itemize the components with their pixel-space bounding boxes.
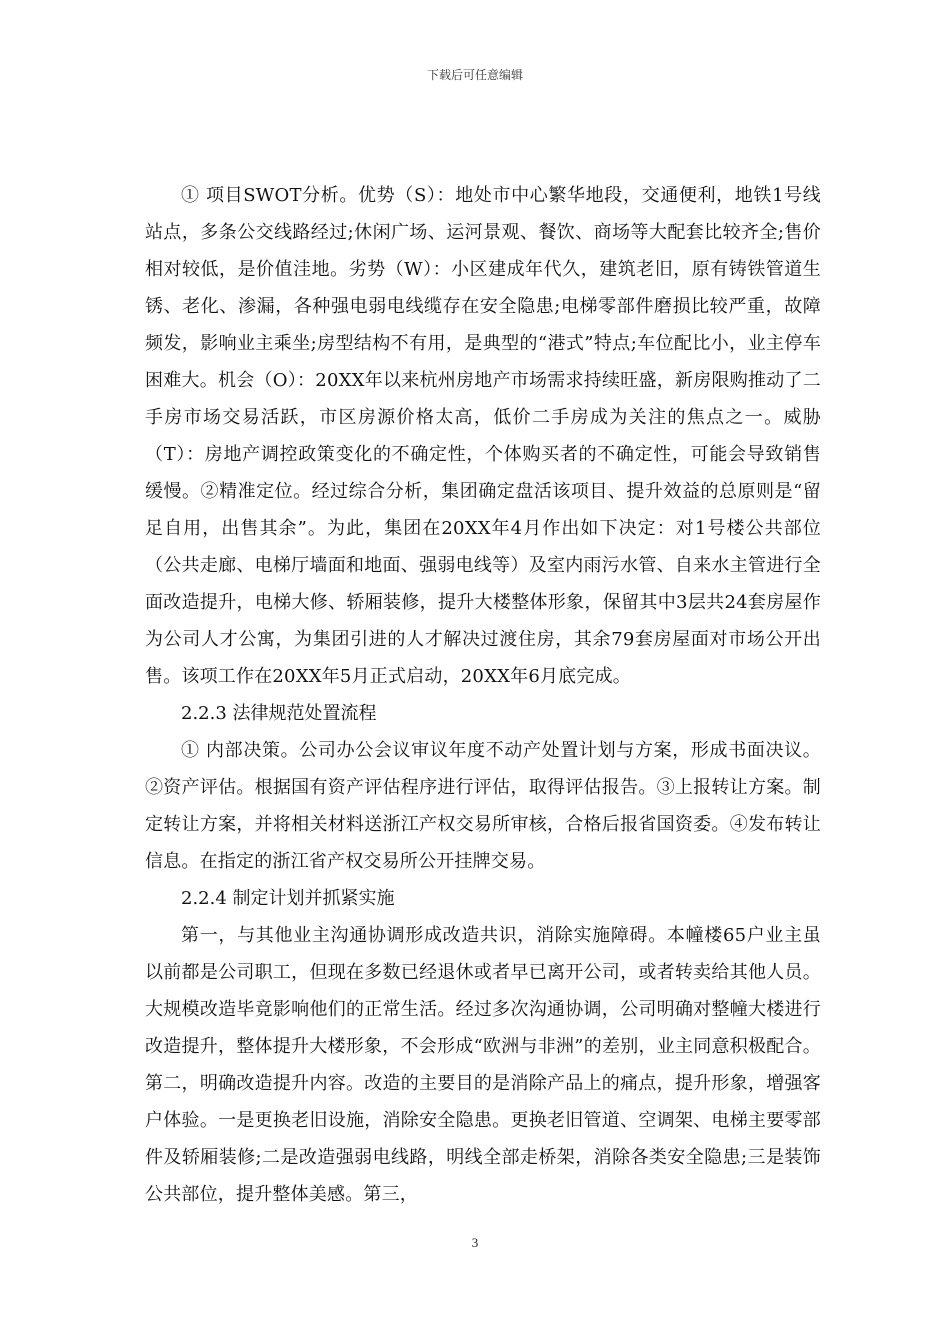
paragraph-implementation-plan: 第一，与其他业主沟通协调形成改造共识，消除实施障碍。本幢楼65户业主虽以前都是公司职工，但现在多数已经退休或者早已离开公司，或者转卖给其他人员。大规模改造毕竟影响他们的正常生活。经过多次沟通协调，公司明确对整幢大楼进行改造提升，整体提升大楼形象，不会形成“欧洲与非洲”的差别，业主同意积极配合。第二，明确改造提升内容。改造的主要目的是消除产品上的痛点，提升形象，增强客户体验。一是更换老旧设施，消除安全隐患。更换老旧管道、空调架、电梯主要零部件及轿厢装修;二是改造强弱电线路，明线全部走桥架，消除各类安全隐患;三是装饰公共部位，提升整体美感。第三， (145, 925, 821, 1205)
section-heading-2-2-3: 2.2.3 法律规范处置流程 (181, 703, 377, 724)
document-body (145, 177, 821, 1213)
section-heading-2-2-4: 2.2.4 制定计划并抓紧实施 (181, 888, 395, 909)
page-number: 3 (471, 1235, 479, 1250)
paragraph-swot-analysis: ① 项目SWOT分析。优势（S）：地处市中心繁华地段，交通便利，地铁1号线站点，多条公交线路经过;休闲广场、运河景观、餐饮、商场等大配套比较齐全;售价相对较低，是价值洼地。劣势（W）：小区建成年代久，建筑老旧，原有铸铁管道生锈、老化、渗漏，各种强电弱电线缆存在安全隐患;电梯零部件磨损比较严重，故障频发，影响业主乘坐;房型结构不有用，是典型的“港式”特点;车位配比小，业主停车困难大。机会（O）：20XX年以来杭州房地产市场需求持续旺盛，新房限购推动了二手房市场交易活跃，市区房源价格太高，低价二手房成为关注的焦点之一。威胁（T）：房地产调控政策变化的不确定性，个体购买者的不确定性，可能会导致销售缓慢。②精准定位。经过综合分析，集团确定盘活该项目、提升效益的总原则是“留足自用，出售其余”。为此，集团在20XX年4月作出如下决定：对1号楼公共部位（公共走廊、电梯厅墙面和地面、强弱电线等）及室内雨污水管、自来水主管进行全面改造提升，电梯大修、轿厢装修，提升大楼整体形象，保留其中3层共24套房屋作为公司人才公寓，为集团引进的人才解决过渡住房，其余79套房屋面对市场公开出售。该项工作在20XX年5月正式启动，20XX年6月底完成。 (145, 185, 821, 687)
page-header: 下载后可任意编辑 (426, 68, 523, 82)
paragraph-legal-process: ① 内部决策。公司办公会议审议年度不动产处置计划与方案，形成书面决议。②资产评估。根据国有资产评估程序进行评估，取得评估报告。③上报转让方案。制定转让方案，并将相关材料送浙江产权交易所审核，合格后报省国资委。④发布转让信息。在指定的浙江省产权交易所公开挂牌交易。 (145, 740, 821, 872)
